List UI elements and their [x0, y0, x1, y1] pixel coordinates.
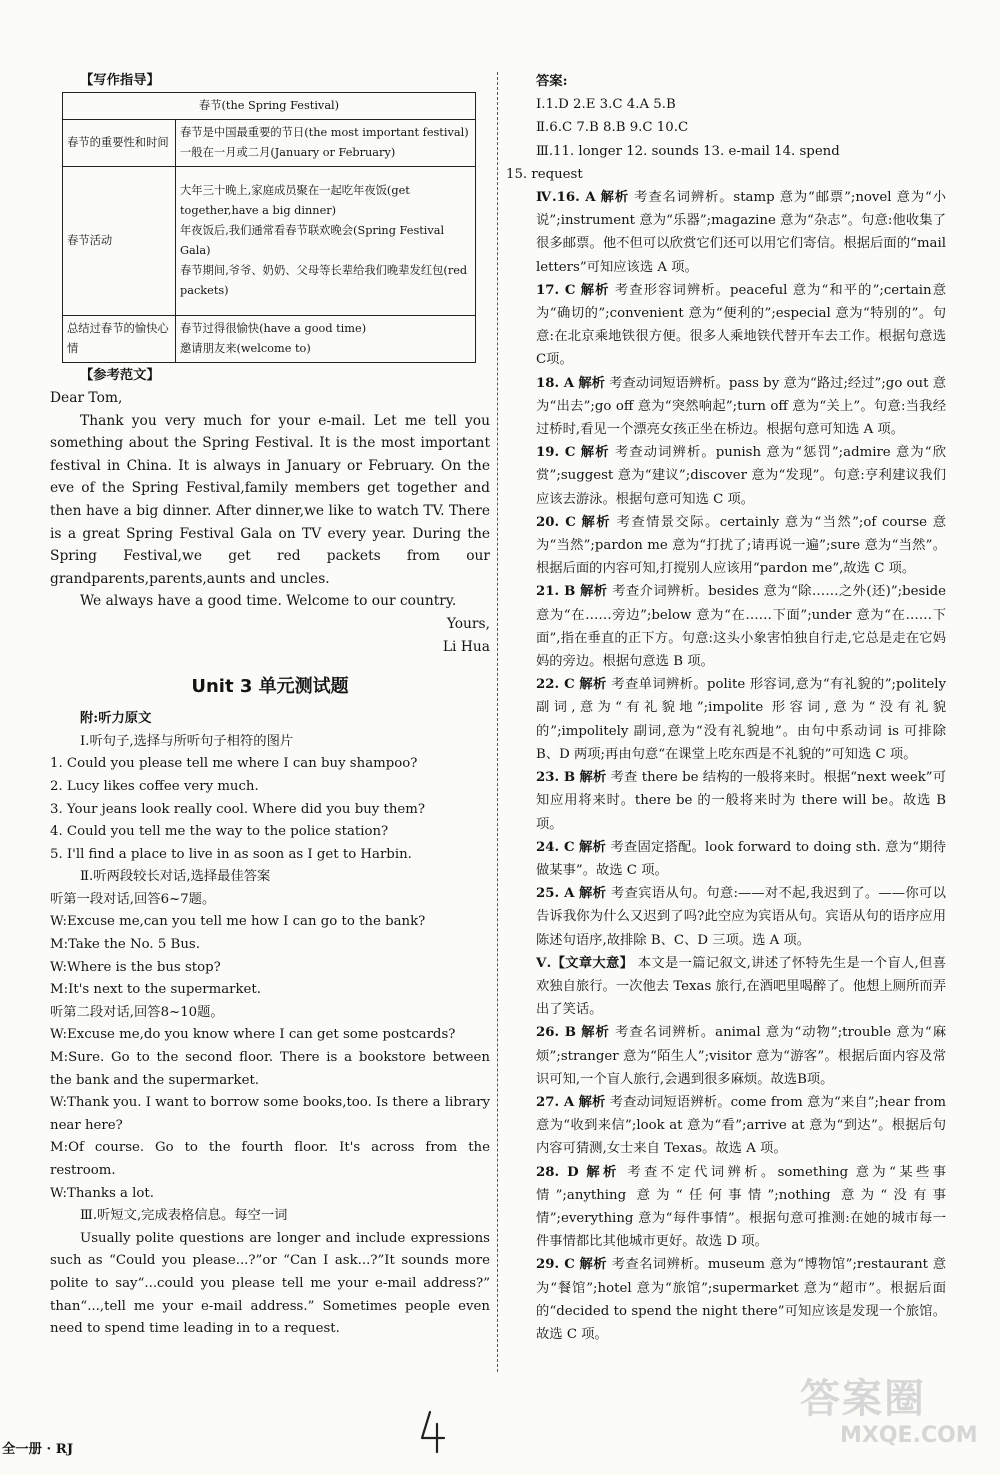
analysis-label: 解析 [581, 514, 611, 530]
list-item: 2. Lucy likes coffee very much. [50, 778, 259, 794]
answer-number: 23. B [536, 770, 576, 786]
dialog-line: W:Excuse me,can you tell me how I can go to the bank? [50, 914, 426, 930]
analysis-label: 解析 [578, 1094, 606, 1110]
analysis-label: 解析 [578, 375, 605, 391]
answer-explanation: 考查单词辨析。polite 形容词,意为“有礼貌的”;politely 副词,意为“有礼貌地”;impolite 形容词,意为“没有礼貌的”;impolitely 副词,意为“没有礼貌地”。由句中系动词 is 可排除 B、D 两项;再由句意“在课堂上吃东西是不礼貌的”可知选 C 项。 [536, 677, 947, 762]
analysis-label: 解析 [586, 1164, 620, 1180]
table-row [63, 120, 476, 167]
list-item: 1. Could you please tell me where I can buy shampoo? [50, 756, 418, 772]
answer-number: 26. B [536, 1025, 577, 1041]
answer-item [506, 441, 946, 511]
answer-explanation: 考查名词辨析。museum 意为“博物馆”;restaurant 意为“餐馆”;hotel 意为“旅馆”;supermarket 意为“超市”。根据后面的“decided to spend the night there”可知应该是发现一个旅馆。故选 C 项。 [536, 1257, 946, 1342]
answer-item [506, 952, 946, 1022]
answer-item [506, 766, 946, 836]
analysis-label: 解析 [579, 839, 607, 855]
answer-explanation: 本文是一篇记叙文,讲述了怀特先生是一个盲人,但喜欢独自旅行。一次他去 Texas 旅行,在酒吧里喝醉了。他想上厕所而弄出了笑话。 [536, 955, 947, 1018]
table-content [176, 120, 476, 167]
footer-label: 全一册 · RJ [2, 1442, 74, 1457]
answer-number: 19. C [536, 445, 576, 461]
table-row [63, 167, 476, 316]
analysis-label: 解析 [581, 1025, 610, 1041]
answer-number: 24. C [536, 839, 575, 855]
answer-number: Ⅴ.【文章大意】 [536, 955, 634, 971]
answer-number: 29. C [536, 1257, 575, 1273]
table-line: 大年三十晚上,家庭成员聚在一起吃年夜饭(get together,have a big dinner) [180, 184, 410, 217]
part-heading: Ⅱ.听两段较长对话,选择最佳答案 [80, 869, 271, 885]
letter-signature: Li Hua [442, 638, 490, 655]
answer-item [506, 1021, 946, 1091]
answer-explanation: 考查动词短语辨析。pass by 意为“路过;经过”;go out 意为“出去”;go off 意为“突然响起”;turn off 意为“关上”。句意:当我经过桥时,看见一个漂亮女孩正坐在桥边。根据句意可知选 A 项。 [536, 375, 946, 438]
svg-text:4: 4 [418, 1408, 419, 1409]
answer-explanation: 考查介词辨析。besides 意为“除……之外(还)”;beside 意为“在……旁边”;below 意为“在……下面”;under 意为“在……下面”,指在垂直的正下方。句意:这头小象害怕独自行走,它总是走在它妈妈的旁边。根据句意选 B 项。 [536, 584, 946, 670]
answer-item [506, 511, 946, 581]
listening-script [50, 708, 490, 1341]
answer-item [506, 580, 946, 673]
answer-item [506, 1091, 946, 1161]
dialog-line: M:Of course. Go to the fourth floor. It's across from the restroom. [50, 1140, 490, 1178]
analysis-label: 解析 [579, 1257, 607, 1273]
table-topic: 春节活动 [63, 167, 176, 316]
answer-explanation: 考查动词辨析。punish 意为“惩罚”;admire 意为“欣赏”;suggest 意为“建议”;discover 意为“发现”。句意:亨利建议我们应该去游泳。根据句意可知选 C 项。 [536, 445, 947, 507]
dialog-line: M:Sure. Go to the second floor. There is a bookstore between the bank and the supermarket. [50, 1050, 490, 1088]
answer-number: Ⅳ.16. A [536, 190, 596, 206]
answer-explanation: 考查动词短语辨析。come from 意为“来自”;hear from 意为“收到来信”;look at 意为“看”;arrive at 意为“到达”。根据后句内容可猜测,女士来自 Texas。故选 A 项。 [536, 1094, 947, 1157]
part-heading: Ⅲ.听短文,完成表格信息。每空一词 [80, 1208, 288, 1224]
sample-letter [50, 387, 490, 658]
list-item: 5. I'll find a place to live in as soon as I get to Harbin. [50, 846, 412, 862]
answer-item [506, 1161, 946, 1254]
answer-explanation: 考查名词辨析。animal 意为“动物”;trouble 意为“麻烦”;stranger 意为“陌生人”;visitor 意为“游客”。根据后面内容及常识可知,一个盲人旅行,会遇到很多麻烦。故选B项。 [536, 1025, 946, 1087]
answer-explanation: 考查情景交际。certainly 意为“当然”;of course 意为“当然”;pardon me 意为“打扰了;请再说一遍”;sure 意为“当然”。根据后面的内容可知,打搅别人应该用“pardon me”,故选 C 项。 [536, 514, 946, 577]
table-title: 春节(the Spring Festival) [63, 93, 476, 120]
dialog-heading: 听第一段对话,回答6~7题。 [50, 891, 216, 907]
table-line: 春节过得很愉快(have a good time) [180, 322, 367, 335]
answer-explanation: 考查固定搭配。look forward to doing sth. 意为“期待做某事”。故选 C 项。 [536, 839, 947, 878]
watermark-url: MXQE.COM [840, 1423, 978, 1448]
answer-line: 15. request [506, 166, 583, 182]
passage-text: Usually polite questions are longer and include expressions such as “Could you please...?”or “Can I ask...?”It sounds more polite to say“...could you please tell me your e-mail address?” than“...,tell me your e-mail address.” Sometimes people even need to spend time leading in to a request. [50, 1230, 490, 1337]
answer-item [506, 882, 946, 952]
answer-number: 27. A [536, 1094, 575, 1110]
table-topic: 春节的重要性和时间 [63, 120, 176, 167]
dialog-line: W:Thanks a lot. [50, 1185, 155, 1201]
analysis-label: 解析 [579, 677, 607, 693]
dialog-line: M:It's next to the supermarket. [50, 982, 261, 998]
answer-number: 28. D [536, 1164, 579, 1180]
answer-item [506, 673, 946, 766]
answer-item [506, 1253, 946, 1346]
analysis-label: 解析 [579, 770, 607, 786]
answer-number: 22. C [536, 677, 575, 693]
answer-item [506, 836, 946, 882]
answer-item [506, 279, 946, 372]
part-heading: Ⅰ.听句子,选择与所听句子相符的图片 [80, 733, 294, 749]
letter-paragraph: We always have a good time. Welcome to our country. [80, 593, 457, 610]
table-line: 春节是中国最重要的节日(the most important festival) [180, 126, 469, 139]
watermark-text: 答案圈 [800, 1376, 926, 1422]
answer-explanation: 考查宾语从句。句意:——对不起,我迟到了。——你可以告诉我你为什么又迟到了吗?此空应为宾语从句。宾语从句的语序应用陈述句语序,故排除 B、C、D 三项。选 A 项。 [536, 886, 946, 948]
unit-title: Unit 3 单元测试题 [191, 676, 349, 698]
listening-heading: 附:听力原文 [80, 711, 152, 727]
answer-explanation: 考查形容词辨析。peaceful 意为“和平的”;certain意为“确切的”;convenient 意为“便利的”;especial 意为“特别的”。句意:在北京乘地铁很方便。很多人乘地铁代替开车去工作。根据句意选C项。 [536, 282, 946, 368]
page-number [418, 1408, 448, 1456]
analysis-label: 解析 [580, 445, 610, 461]
analysis-label: 解析 [600, 190, 630, 206]
answer-key [506, 70, 946, 1346]
answer-line: Ⅰ.1.D 2.E 3.C 4.A 5.B [536, 97, 676, 113]
dialog-line: W:Where is the bus stop? [50, 959, 221, 975]
sample-heading: 【参考范文】 [80, 368, 160, 383]
answer-item [506, 186, 946, 279]
answer-explanation: 考查不定代词辨析。something 意为“某些事情”;anything 意为“任何事情”;nothing 意为“没有事情”;everything 意为“每件事情”。根据句意可推测:在她的城市每一件事情都比其他城市更好。故选 D 项。 [536, 1164, 946, 1250]
answers-heading: 答案: [536, 74, 568, 89]
table-content [176, 167, 476, 316]
answer-number: 18. A [536, 375, 575, 391]
table-line: 一般在一月或二月(January or February) [180, 146, 396, 159]
column-divider [497, 72, 498, 1372]
dialog-heading: 听第二段对话,回答8~10题。 [50, 1004, 224, 1020]
answer-line: Ⅱ.6.C 7.B 8.B 9.C 10.C [536, 120, 689, 136]
answer-number: 20. C [536, 514, 576, 530]
table-title-row [63, 93, 476, 120]
analysis-label: 解析 [578, 886, 607, 902]
answer-line: Ⅲ.11. longer 12. sounds 13. e-mail 14. spend [536, 143, 840, 159]
table-content [176, 316, 476, 363]
table-row [63, 316, 476, 363]
writing-guide-heading: 【写作指导】 [80, 73, 160, 88]
list-item: 4. Could you tell me the way to the police station? [50, 824, 389, 840]
letter-greeting: Dear Tom, [50, 390, 123, 406]
letter-paragraph: Thank you very much for your e-mail. Let me tell you something about the Spring Festival. It is the most important festival in China. It is always in January or February. On the eve of the Spring Festival,family members get together and then have a big dinner. After dinner,we like to watch TV. There is a great Spring Festival Gala on TV every year. During the Spring Festival,we get red packets from our grandparents,parents,aunts and uncles. [50, 412, 490, 587]
dialog-line: M:Take the No. 5 Bus. [50, 937, 200, 953]
answer-item [506, 372, 946, 442]
watermark-logo [800, 1375, 990, 1470]
table-line: 春节期间,爷爷、奶奶、父母等长辈给我们晚辈发红包(red packets) [180, 264, 468, 297]
answer-explanation: 考查 there be 结构的一般将来时。根据“next week”可知应用将来时。there be 的一般将来时为 there will be。故选 B 项。 [536, 770, 946, 832]
table-line: 年夜饭后,我们通常看春节联欢晚会(Spring Festival Gala) [180, 224, 445, 257]
analysis-label: 解析 [580, 282, 610, 298]
table-line: 邀请朋友来(welcome to) [180, 342, 311, 355]
answer-number: 25. A [536, 886, 575, 902]
dialog-line: W:Thank you. I want to borrow some books,too. Is there a library near here? [50, 1095, 490, 1133]
analysis-label: 解析 [580, 584, 608, 600]
list-item: 3. Your jeans look really cool. Where did you buy them? [50, 801, 426, 817]
answer-number: 21. B [536, 584, 576, 600]
answer-explanation: 考查名词辨析。stamp 意为“邮票”;novel 意为“小说”;instrument 意为“乐器”;magazine 意为“杂志”。句意:他收集了很多邮票。他不但可以欣赏它们还可以用它们寄信。根据后面的“mail letters”可知应该选 A 项。 [536, 190, 946, 275]
left-column [50, 70, 490, 1341]
dialog-line: W:Excuse me,do you know where I can get some postcards? [50, 1027, 456, 1043]
answer-items [506, 186, 946, 1346]
writing-guide-table [62, 92, 476, 363]
table-topic: 总结过春节的愉快心情 [63, 316, 176, 363]
right-column [506, 70, 946, 1346]
answer-number: 17. C [536, 282, 576, 298]
letter-closing: Yours, [446, 615, 490, 632]
